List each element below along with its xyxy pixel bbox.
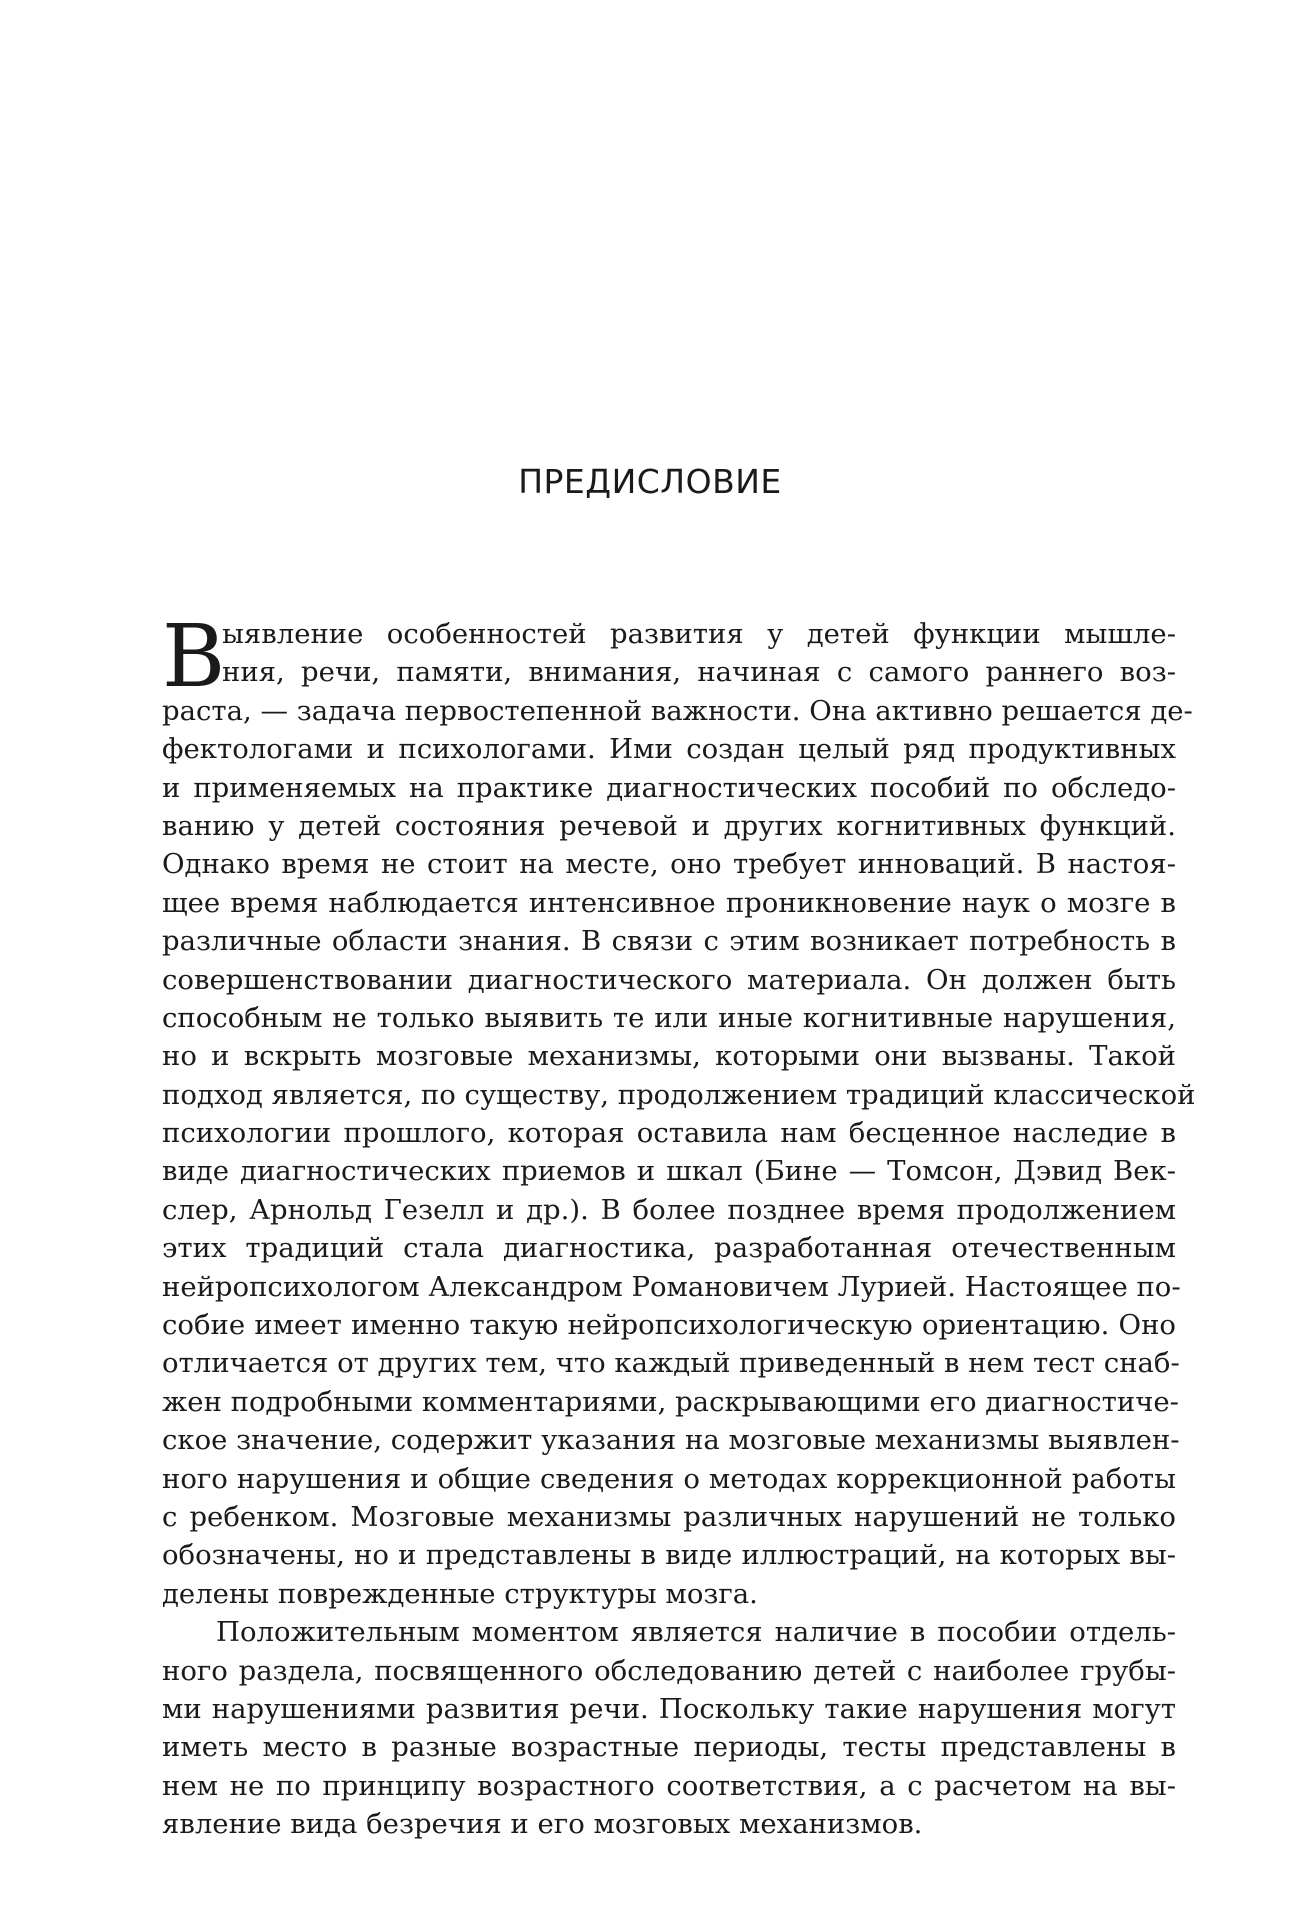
text-line: способным не только выявить те или иные когнитивные нарушения, (162, 1001, 1176, 1034)
text-line: Однако время не стоит на месте, оно требует инноваций. В настоя- (162, 848, 1176, 881)
text-line: раста, — задача первостепенной важности. Она активно решается де- (162, 694, 1193, 727)
drop-cap: В (162, 607, 226, 707)
text-line: делены поврежденные структуры мозга. (162, 1577, 758, 1610)
text-line: обозначены, но и представлены в виде иллюстраций, на которых вы- (162, 1539, 1176, 1572)
text-line: ыявление особенностей развития у детей функции мышле- (222, 618, 1176, 650)
text-line: иметь место в разные возрастные периоды, тесты представлены в (162, 1731, 1176, 1764)
body-text (162, 607, 1196, 1844)
text-line: различные области знания. В связи с этим возникает потребность в (162, 925, 1176, 958)
text-line: жен подробными комментариями, раскрывающими его диагностиче- (162, 1385, 1179, 1418)
paragraph-2 (162, 1613, 1176, 1843)
text-line: нем не по принципу возрастного соответствия, а с расчетом на вы- (162, 1769, 1176, 1802)
text-line: собие имеет именно такую нейропсихологическую ориентацию. Оно (162, 1309, 1176, 1342)
text-line: ванию у детей состояния речевой и других когнитивных функций. (162, 809, 1176, 842)
text-line: ния, речи, памяти, внимания, начиная с самого раннего воз- (222, 656, 1176, 689)
text-line: подход является, по существу, продолжением традиций классической (162, 1078, 1196, 1111)
text-line: нейропсихологом Александром Романовичем Лурией. Настоящее по- (162, 1270, 1181, 1303)
text-line: виде диагностических приемов и шкал (Бине — Томсон, Дэвид Век- (162, 1155, 1176, 1188)
text-line: ми нарушениями развития речи. Поскольку такие нарушения могут (162, 1692, 1176, 1725)
text-line: и применяемых на практике диагностических пособий по обследо- (162, 771, 1176, 804)
text-line: ское значение, содержит указания на мозговые механизмы выявлен- (162, 1424, 1180, 1457)
text-line: с ребенком. Мозговые механизмы различных нарушений не только (162, 1500, 1176, 1533)
text-line: но и вскрыть мозговые механизмы, которыми они вызваны. Такой (162, 1040, 1176, 1073)
page-heading: ПРЕДИСЛОВИЕ (518, 462, 782, 501)
text-line: ного нарушения и общие сведения о методах коррекционной работы (162, 1462, 1176, 1495)
text-line: щее время наблюдается интенсивное проникновение наук о мозге в (162, 886, 1176, 919)
text-line: слер, Арнольд Гезелл и др.). В более позднее время продолжением (162, 1193, 1176, 1226)
text-line: фектологами и психологами. Ими создан целый ряд продуктивных (162, 733, 1176, 766)
text-line: Положительным моментом является наличие в пособии отдель- (216, 1616, 1176, 1649)
text-line: совершенствовании диагностического материала. Он должен быть (162, 963, 1176, 996)
text-line: отличается от других тем, что каждый приведенный в нем тест снаб- (162, 1347, 1180, 1380)
paragraph-1 (162, 607, 1196, 1613)
text-line: ного раздела, посвященного обследованию детей с наиболее грубы- (162, 1654, 1176, 1687)
text-line: этих традиций стала диагностика, разработанная отечественным (162, 1232, 1176, 1265)
text-line: психологии прошлого, которая оставила нам бесценное наследие в (162, 1117, 1176, 1150)
text-line: явление вида безречия и его мозговых механизмов. (162, 1808, 923, 1841)
